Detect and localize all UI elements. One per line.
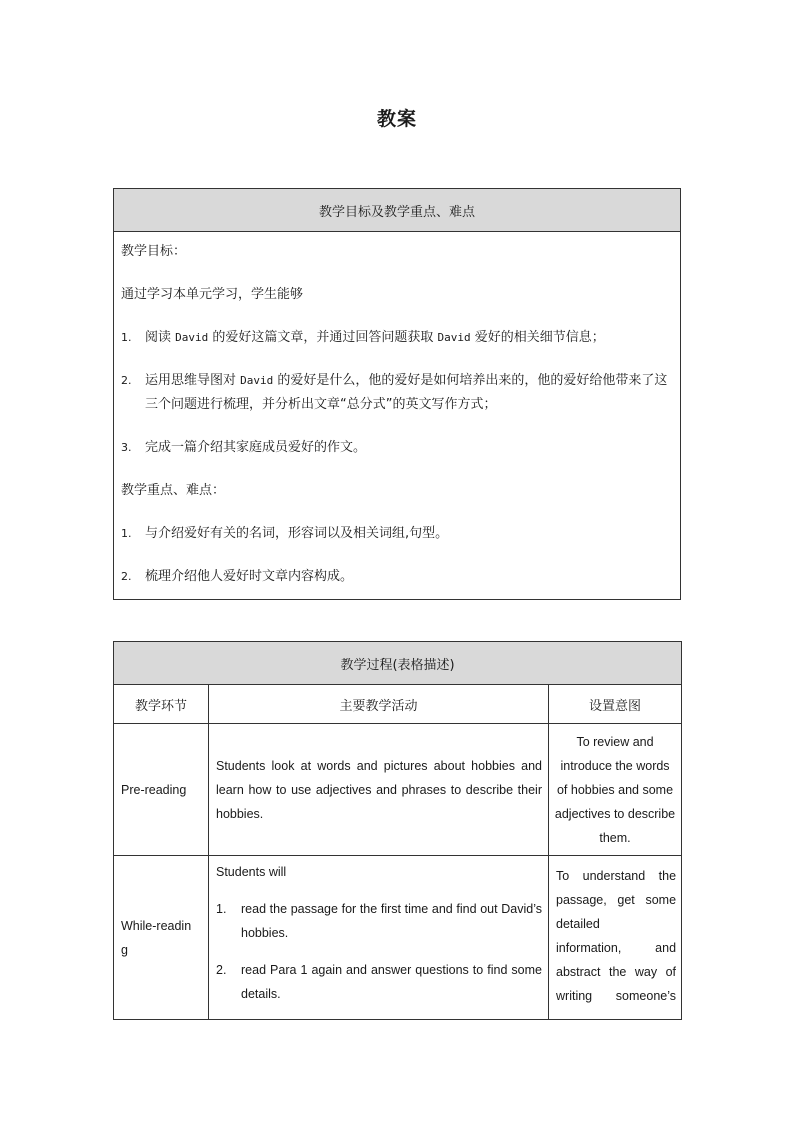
objectives-label: 教学目标： [121, 244, 187, 259]
key-point-item [121, 565, 673, 589]
table-row [114, 724, 682, 856]
objective-item [121, 369, 673, 417]
column-header-stage: 教学环节 [114, 685, 209, 724]
stage-cell: Pre-reading [114, 724, 209, 856]
key-point-text: 与介绍爱好有关的名词，形容词以及相关词组,句型。 [145, 526, 449, 541]
list-item: 1. read the passage for the first time and find out David’s hobbies. [216, 902, 542, 940]
key-point-number: 1. [121, 527, 132, 540]
activity-intro: Students will [216, 865, 287, 879]
objective-number: 2. [121, 374, 132, 387]
objective-text: 阅读 David 的爱好这篇文章，并通过回答问题获取 David 爱好的相关细节信息； [145, 330, 605, 345]
process-table [113, 641, 682, 1020]
page-title: 教案 [376, 108, 417, 130]
objective-text: 完成一篇介绍其家庭成员爱好的作文。 [145, 440, 367, 455]
objective-text: 运用思维导图对 David 的爱好是什么，他的爱好是如何培养出来的，他的爱好给他带来了这三个问题进行梳理，并分析出文章“总分式”的英文写作方式； [145, 373, 668, 412]
activity-cell: Students look at words and pictures about hobbies and learn how to use adjectives and phrases to describe their hobbies. [209, 724, 549, 856]
key-points-label: 教学重点、难点： [121, 483, 226, 498]
objective-item [121, 326, 673, 350]
purpose-cell: To review and introduce the words of hobbies and some adjectives to describe them. [549, 724, 682, 856]
objective-number: 1. [121, 331, 132, 344]
column-header-purpose: 设置意图 [549, 685, 682, 724]
goals-content [114, 232, 681, 600]
goals-table [113, 188, 681, 600]
key-point-item [121, 522, 673, 546]
activity-cell [209, 856, 549, 1020]
objective-item [121, 436, 673, 460]
objective-number: 3. [121, 441, 132, 454]
process-table-header: 教学过程(表格描述) [114, 642, 682, 685]
column-header-activity: 主要教学活动 [209, 685, 549, 724]
stage-cell: While-readin g [114, 856, 209, 1020]
objectives-intro: 通过学习本单元学习，学生能够 [121, 287, 304, 302]
list-item: 2. read Para 1 again and answer questions to find some details. [216, 963, 542, 1001]
table-row [114, 856, 682, 1020]
key-point-text: 梳理介绍他人爱好时文章内容构成。 [145, 569, 354, 584]
purpose-cell: To understand the passage, get some detailed information, and abstract the way of writing someone’s [549, 856, 682, 1020]
goals-table-header: 教学目标及教学重点、难点 [114, 189, 681, 232]
key-point-number: 2. [121, 570, 132, 583]
